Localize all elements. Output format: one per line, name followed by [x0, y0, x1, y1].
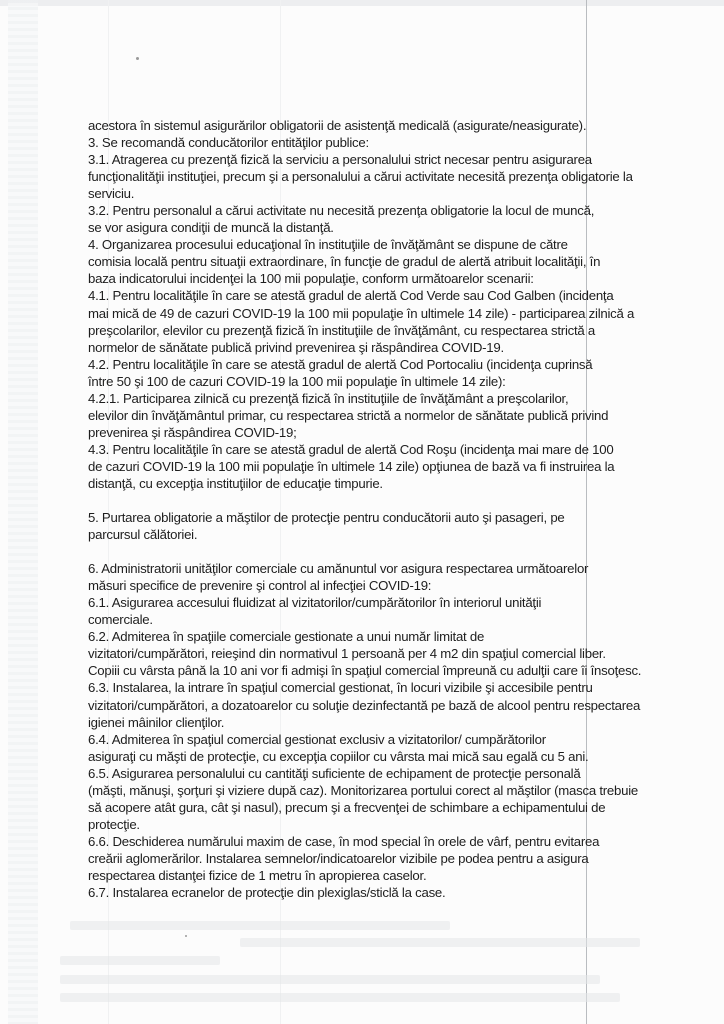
- text-line: (măşti, mănuşi, şorţuri şi viziere după caz). Monitorizarea portului corect al măştilor (masca trebuie: [88, 782, 638, 798]
- text-line: 6.1. Asigurarea accesului fluidizat al vizitatorilor/cumpărătorilor în interiorul unităţii: [88, 595, 542, 611]
- text-line: mai mică de 49 de cazuri COVID-19 la 100 mii populaţie în ultimele 14 zile) - participarea zilnică a: [88, 305, 635, 321]
- document-body: [88, 117, 668, 901]
- paragraph-gap: [88, 543, 668, 560]
- text-line: protecţie.: [88, 816, 140, 832]
- text-line: 6.2. Admiterea în spaţiile comerciale gestionate a unui număr limitat de: [88, 629, 485, 645]
- text-line: parcursul călătoriei.: [88, 527, 198, 543]
- text-line: vizitatori/cumpărători, reieşind din normativul 1 persoană per 4 m2 din spaţiul comercial liber.: [88, 646, 606, 662]
- text-line: 5. Purtarea obligatorie a măştilor de protecţie pentru conducătorii auto şi pasageri, pe: [88, 510, 565, 526]
- text-line: 4.3. Pentru localităţile în care se atestă gradul de alertă Cod Roşu (incidenţa mai mare de 100: [88, 441, 614, 457]
- bleed-through-line: [60, 975, 600, 984]
- paragraph-gap: [88, 492, 668, 509]
- text-line: serviciu.: [88, 186, 135, 202]
- text-line: 6.3. Instalarea, la intrare în spaţiul comercial gestionat, în locuri vizibile şi accesibile pentru: [88, 680, 593, 696]
- text-line: vizitatori/cumpărători, a dozatoarelor cu soluţie dezinfectantă pe bază de alcool pentru respectarea: [88, 697, 641, 713]
- text-line: respectarea distanţei fizice de 1 metru în apropierea caselor.: [88, 867, 427, 883]
- text-line: 6.7. Instalarea ecranelor de protecţie din plexiglas/sticlă la case.: [88, 885, 446, 901]
- text-line: 4.1. Pentru localităţile în care se atestă gradul de alertă Cod Verde sau Cod Galben (incidenţa: [88, 288, 614, 304]
- text-line: Copiii cu vârsta până la 10 ani vor fi admişi în spaţiul comercial împreună cu adulţii care îi însoţesc.: [88, 663, 642, 679]
- bleed-through-line: [60, 993, 620, 1002]
- text-line: măsuri specifice de prevenire şi control al infecţiei COVID-19:: [88, 578, 432, 594]
- text-line: funcţionalităţii instituţiei, precum şi a personalului a cărui activitate necesită prezenţa obligatorie la: [88, 169, 633, 185]
- text-line: igienei mâinilor clienţilor.: [88, 714, 225, 730]
- text-line: preşcolarilor, elevilor cu prezenţă fizică în instituţiile de învăţământ, cu respectarea strictă a: [88, 322, 596, 338]
- text-line: 6.4. Admiterea în spaţiul comercial gestionat exclusiv a vizitatorilor/ cumpărătorilor: [88, 731, 546, 747]
- text-line: baza indicatorului incidenţei la 100 mii populaţie, conform următoarelor scenarii:: [88, 271, 534, 287]
- text-line: asiguraţi cu măşti de protecţie, cu excepţia copiilor cu vârsta mai mică sau egală cu 5 ani.: [88, 748, 589, 764]
- text-line: 6. Administratorii unităţilor comerciale cu amănuntul vor asigura respectarea următoarelor: [88, 561, 589, 577]
- text-line: de cazuri COVID-19 la 100 mii populaţie în ultimele 14 zile) opţiunea de bază va fi instruirea la: [88, 458, 615, 474]
- text-line: 3. Se recomandă conducătorilor entităţilor publice:: [88, 135, 369, 151]
- text-line: se vor asigura condiţii de muncă la distanţă.: [88, 220, 334, 236]
- text-line: 4. Organizarea procesului educaţional în instituţiile de învăţământ se dispune de către: [88, 237, 568, 253]
- text-line: elevilor din învăţământul primar, cu respectarea strictă a normelor de sănătate publică privind: [88, 407, 609, 423]
- text-line: prevenirea şi răspândirea COVID-19;: [88, 424, 297, 440]
- text-line: acestora în sistemul asigurărilor obligatorii de asistenţă medicală (asigurate/neasigurate).: [88, 118, 587, 133]
- text-line: să acopere atât gura, cât şi nasul), precum şi a frecvenţei de schimbare a echipamentului de: [88, 799, 606, 815]
- scan-speck: [136, 57, 139, 60]
- text-line: 6.5. Asigurarea personalului cu cantităţi suficiente de echipament de protecţie personală: [88, 765, 581, 781]
- text-line: 4.2. Pentru localităţile în care se atestă gradul de alertă Cod Portocaliu (incidenţa cuprinsă: [88, 356, 593, 372]
- text-line: 3.2. Pentru personalul a cărui activitate nu necesită prezenţa obligatorie la locul de muncă,: [88, 203, 595, 219]
- text-line: distanţă, cu excepţia instituţiilor de educaţie timpurie.: [88, 475, 383, 491]
- scan-edge-left: [8, 0, 38, 1024]
- bleed-through-line: [240, 938, 640, 947]
- text-line: între 50 şi 100 de cazuri COVID-19 la 100 mii populaţie în ultimele 14 zile):: [88, 373, 506, 389]
- bleed-through-line: [70, 921, 450, 930]
- text-line: creării aglomerărilor. Instalarea semnelor/indicatoarelor vizibile pe podea pentru a asigura: [88, 850, 589, 866]
- text-line: 4.2.1. Participarea zilnică cu prezenţă fizică în instituţiile de învăţământ a preşcolarilor,: [88, 390, 569, 406]
- text-line: comerciale.: [88, 612, 153, 628]
- text-line: 6.6. Deschiderea numărului maxim de case, în mod special în orele de vârf, pentru evitarea: [88, 833, 600, 849]
- bleed-through-line: [60, 956, 220, 965]
- text-line: comisia locală pentru situaţii extraordinare, în funcţie de gradul de alertă atribuit localităţii, în: [88, 254, 601, 270]
- text-line: normelor de sănătate publică privind prevenirea şi răspândirea COVID-19.: [88, 339, 504, 355]
- text-line: 3.1. Atragerea cu prezenţă fizică la serviciu a personalului strict necesar pentru asigurarea: [88, 152, 592, 168]
- scan-speck: [185, 935, 187, 937]
